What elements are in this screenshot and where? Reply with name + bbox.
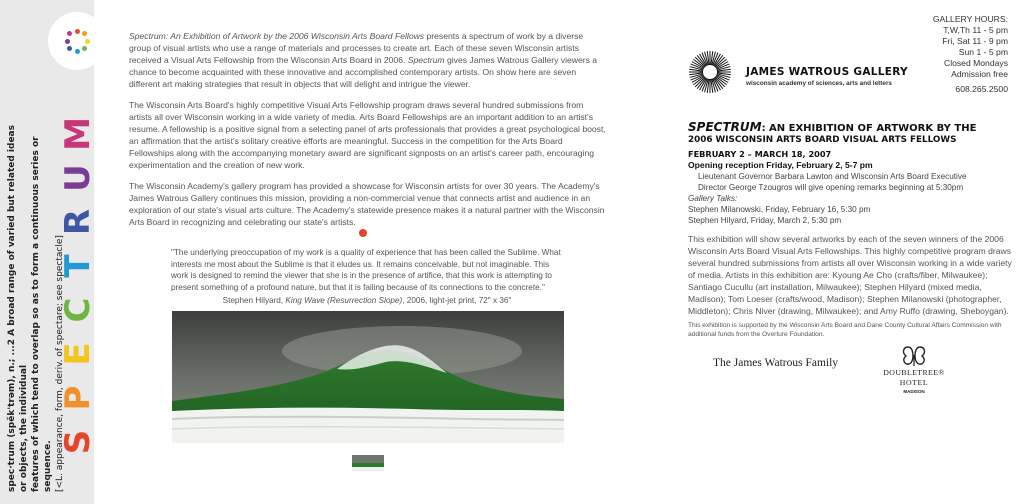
remarks-line-1: Lieutenant Governor Barbara Lawton and Wisconsin Arts Board Executive	[698, 172, 967, 181]
main-text	[129, 30, 606, 237]
logo-dot	[82, 46, 87, 51]
sunburst-logo-icon	[688, 50, 732, 94]
artwork-caption	[171, 296, 563, 305]
logo-dot	[67, 46, 72, 51]
remarks-line-2: Director George Tzougros will give opening remarks beginning at 5:30pm	[698, 183, 964, 192]
artists-paragraph: This exhibition will show several artworks by each of the seven winners of the 2006 Wisconsin Arts Board Visual Arts Fellowships. This highly competitive program draws several hundred submissions from artists all over Wisconsin working in a wide variety of media. Artists in this exhibition are: Kyoung Ae Cho (crafts/fiber, Milwaukee); Santiago Cucullu (art installation, Milwaukee); Stephen Hilyard (mixed media, Madison); Tom Loeser (crafts/wood, Madison); Stephen Milanowski (photographer, Middleton); Chris Niver (drawing, Milwaukee); and Amy Ruffo (drawing, Sheboygan).	[688, 234, 1012, 316]
caption-details: , 2006, light-jet print, 72" x 36"	[402, 296, 512, 305]
spectrum-letter: T	[58, 254, 98, 278]
opening-reception: Opening reception Friday, February 2, 5-7 pm	[688, 160, 873, 170]
gallery-hours	[933, 14, 1008, 80]
logo-dot	[75, 29, 80, 34]
artist-quote: "The underlying preoccupation of my work is a quality of experience that has been called the Sublime. What interests me most about the Sublime is that it eludes us. It remains conceivable, but not imaginable. This work is designed to remind the viewer that she is in the presence of artifice, that this work is attempting to present something of a profound nature, but that it is failing because of its connections to the concrete."	[171, 248, 561, 292]
hours-title: GALLERY HOURS:	[932, 14, 1008, 24]
logo-dot	[65, 39, 70, 44]
logo-dot	[67, 31, 72, 36]
spectrum-definition	[6, 122, 66, 492]
gallery-talk-1: Stephen Milanowski, Friday, February 16, 5:30 pm	[688, 205, 871, 214]
gallery-talks-label: Gallery Talks:	[688, 194, 738, 203]
definition-line-1: spec·trum (spěk'trəm), n.; ...2 A broad range of varied but related ideas or objects, the individual	[7, 125, 29, 492]
intro-title: Spectrum: An Exhibition of Artwork by the 2006 Wisconsin Arts Board Fellows	[129, 31, 425, 41]
spectrum-letter: S	[58, 429, 98, 455]
exhibition-title-rest: : AN EXHIBITION OF ARTWORK BY THE	[761, 123, 977, 134]
intro-paragraph	[129, 30, 606, 90]
spectrum-letter: U	[58, 164, 98, 192]
gallery-talk-2: Stephen Hilyard, Friday, March 2, 5:30 pm	[688, 216, 842, 225]
hours-line: Closed Mondays	[943, 58, 1008, 68]
fellowship-paragraph: The Wisconsin Arts Board's highly competitive Visual Arts Fellowship program draws several hundred submissions from artists all over Wisconsin working in a wide variety of media. Arts Board Fellowships are an important addition to an artist's resume. A fellowship is a positive signal from a selecting panel of arts professionals that provides a great psychological boost, an affirmation that the artist's solitary creative efforts are meaningful. Success in the competition for the Arts Board Fellowships along with the accompanying monetary award are significant signposts on an artist's career path, encouraging experimentation and the creation of new work.	[129, 100, 606, 170]
support-credits: This exhibition is supported by the Wisconsin Arts Board and Dane County Cultural Affairs Commission with additional funds from the Overture Foundation.	[688, 322, 1002, 338]
hours-line: Admission free	[951, 69, 1008, 79]
hours-line: T,W,Th 11 - 5 pm	[943, 25, 1008, 35]
spectrum-letter: P	[58, 385, 98, 411]
intro-text-b: gives James Watrous Gallery viewers a chance to become acquainted with these innovative and accomplished contemporary artists. On show here are seven different art making strategies that result in objects that will delight and intrigue the viewer.	[129, 55, 598, 89]
doubletree-logo-icon	[900, 345, 928, 367]
exhibition-title	[688, 121, 1018, 135]
spectrum-logo-icon	[48, 12, 106, 70]
hotel-word: HOTEL	[899, 378, 929, 387]
hours-line: Fri, Sat 11 - 9 pm	[942, 36, 1008, 46]
intro-spectrum-italic: Spectrum	[407, 55, 445, 65]
exhibition-title-line-2: 2006 WISCONSIN ARTS BOARD VISUAL ARTS FELLOWS	[688, 135, 957, 145]
gallery-phone: 608.265.2500	[955, 84, 1008, 94]
exhibition-dates: FEBRUARY 2 – MARCH 18, 2007	[688, 149, 832, 159]
hotel-name: DOUBLETREE®	[883, 368, 945, 377]
spectrum-letter: R	[58, 208, 98, 236]
wave-artwork-image	[172, 311, 564, 443]
exhibition-info	[688, 121, 1018, 226]
spectrum-letter: M	[58, 117, 98, 151]
logo-dot	[82, 31, 87, 36]
intro-text-a: presents a spectrum of work by a diverse group of visual artists who use a range of materials and processes to create art. Each of these seven Wisconsin artists received a Visual Arts Fellowship from the Wisconsin Arts Board in 2006.	[129, 31, 584, 65]
definition-line-2: features of which tend to overlap so as to form a continuous series or sequence.	[31, 136, 53, 492]
exhibition-title-spectrum: SPECTRUM	[688, 120, 762, 134]
spectrum-letter: C	[58, 297, 98, 323]
spectrum-letter: E	[58, 342, 98, 366]
hotel-city: MADISON	[903, 389, 925, 394]
logo-dot	[85, 39, 90, 44]
sponsor-family: The James Watrous Family	[713, 357, 839, 369]
caption-artist: Stephen Hilyard,	[222, 296, 286, 305]
hours-line: Sun 1 - 5 pm	[958, 47, 1008, 57]
artwork-thumbnail	[352, 455, 384, 471]
red-dot-divider	[359, 229, 367, 237]
caption-title: King Wave (Resurrection Slope)	[285, 296, 403, 305]
definition-line-3: [<L. appearance, form, deriv. of spectare; see spectacle]	[55, 235, 65, 492]
gallery-subtitle: wisconsin academy of sciences, arts and letters	[746, 80, 892, 87]
gallery-name: JAMES WATROUS GALLERY	[746, 66, 908, 78]
academy-paragraph: The Wisconsin Academy's gallery program has provided a showcase for Wisconsin artists for over 30 years. The Academy's James Watrous Gallery continues this mission, providing a non-commercial venue that connects artist and audience in an exploration of our state's visual arts culture. The Academy's statewide presence makes it a natural partner with the Wisconsin Arts Board in recognizing and celebrating our state's artists.	[129, 181, 605, 227]
logo-dot	[75, 49, 80, 54]
